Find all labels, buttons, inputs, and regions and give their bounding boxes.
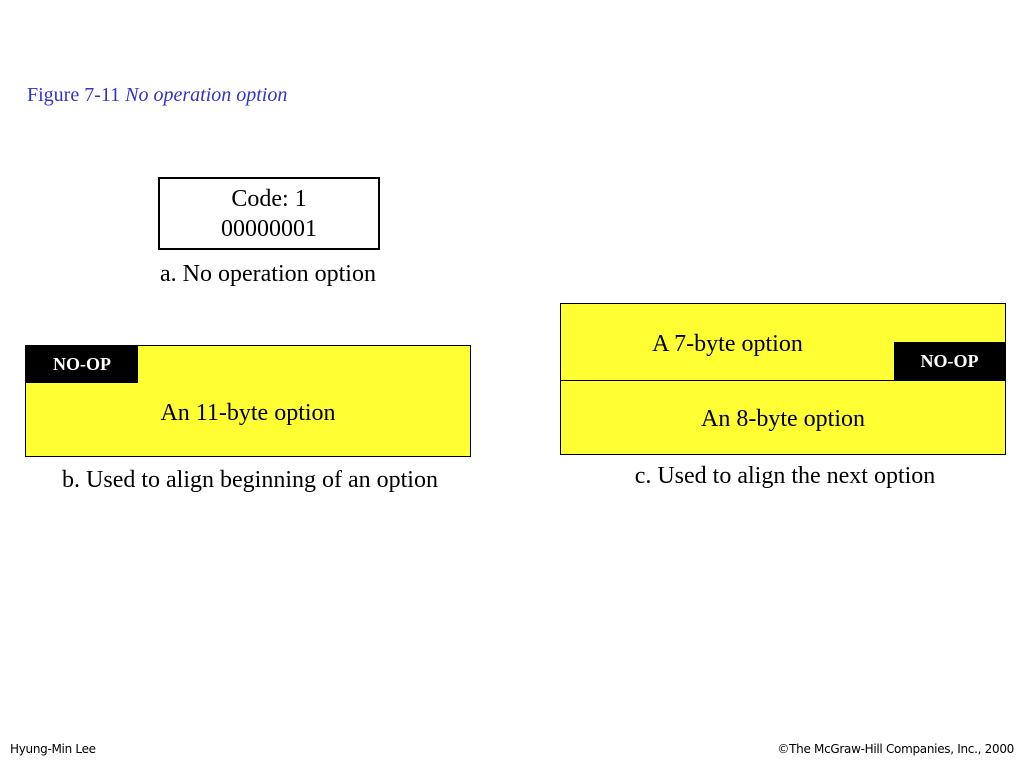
footer-author: Hyung-Min Lee — [10, 742, 96, 756]
code-label: Code: 1 — [231, 185, 307, 212]
figure-number: Figure 7-11 — [27, 84, 121, 106]
noop-block-c: NO-OP — [894, 342, 1005, 380]
figure-title — [27, 84, 287, 107]
option-label-c-8byte: An 8-byte option — [701, 406, 865, 432]
caption-c: c. Used to align the next option — [634, 463, 936, 489]
figure-name: No operation option — [125, 84, 288, 106]
footer-copyright: ©The McGraw-Hill Companies, Inc., 2000 — [777, 742, 1014, 756]
option-label-c-7byte: A 7-byte option — [652, 331, 803, 357]
caption-a: a. No operation option — [160, 261, 376, 287]
option-box-c — [560, 303, 1006, 455]
noop-code-box — [158, 177, 380, 250]
option-box-b — [25, 345, 471, 457]
row-divider-c — [561, 380, 1005, 381]
noop-block-b: NO-OP — [26, 346, 138, 383]
code-bits: 00000001 — [221, 215, 317, 242]
option-label-b: An 11-byte option — [160, 400, 336, 426]
caption-b: b. Used to align beginning of an option — [62, 467, 438, 493]
